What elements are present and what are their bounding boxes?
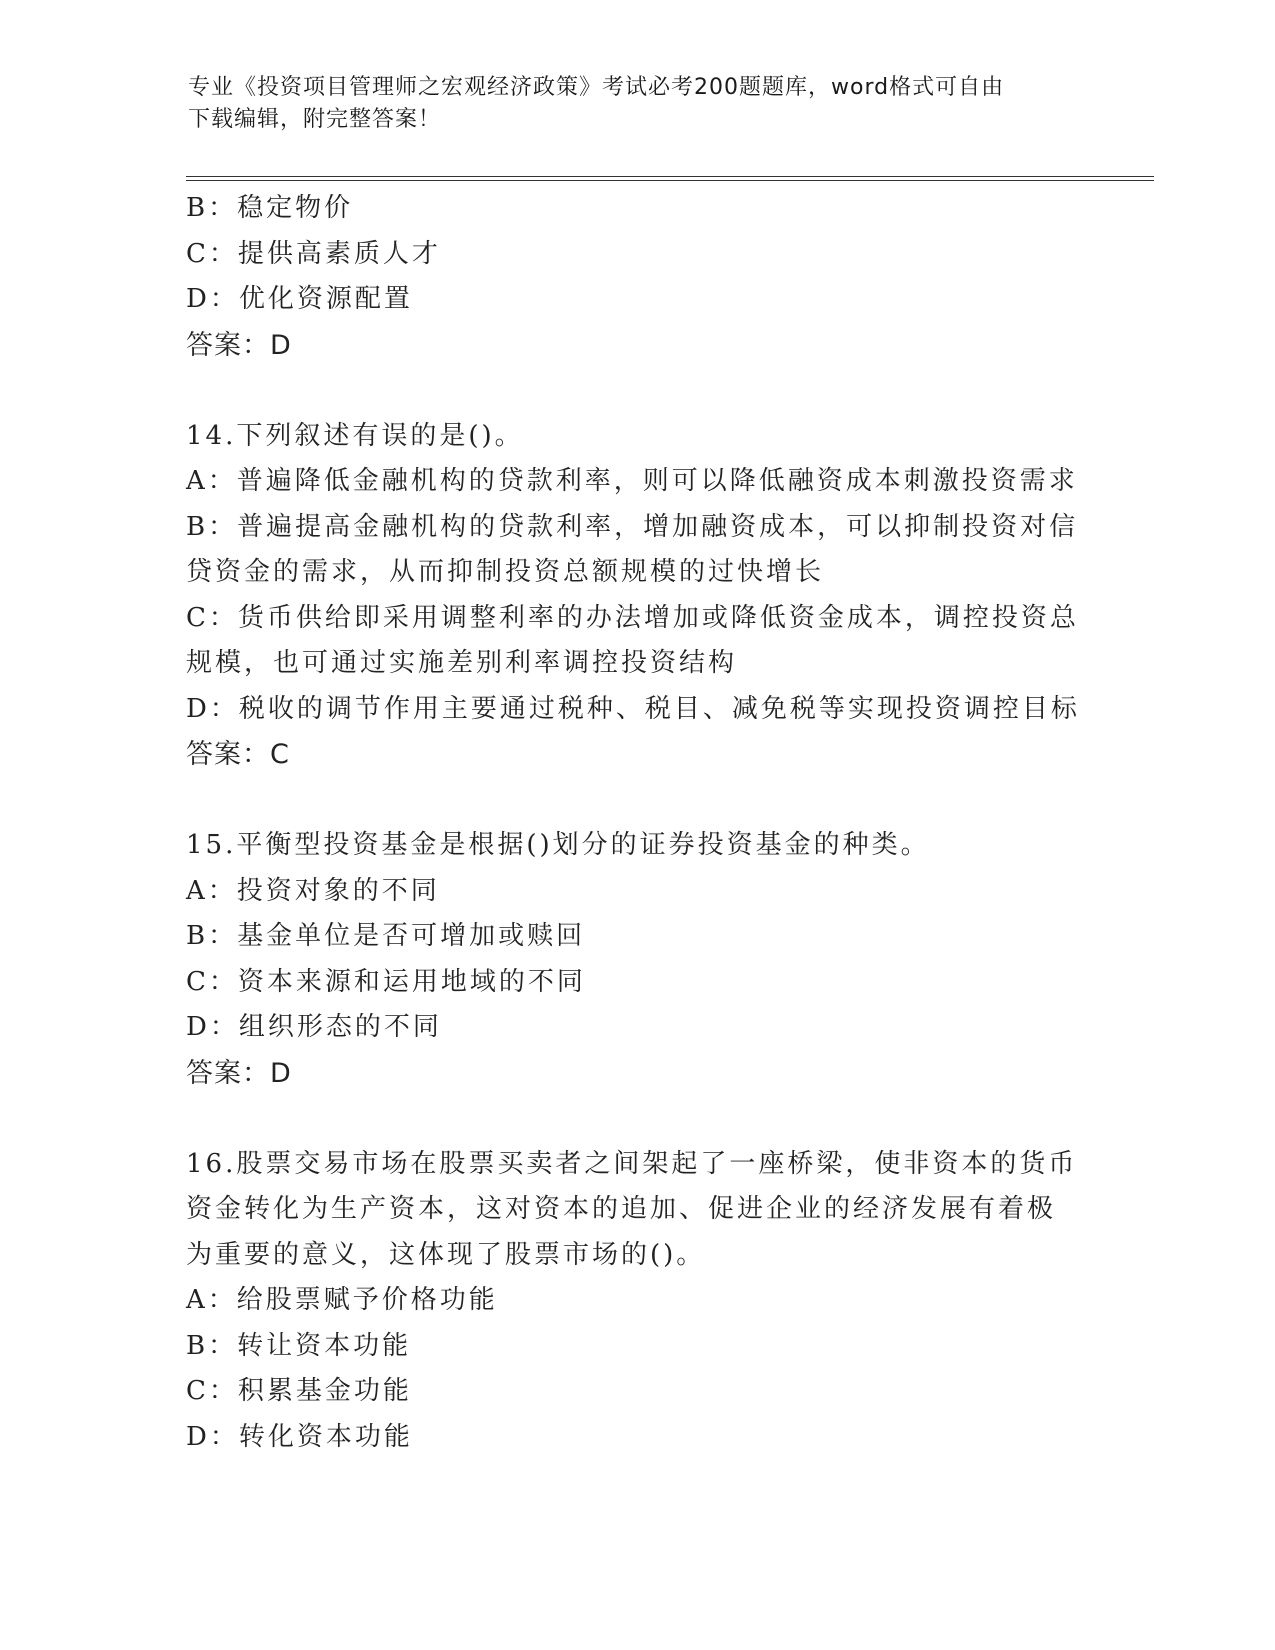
- question-stem: 16.股票交易市场在股票买卖者之间架起了一座桥梁，使非资本的货币: [186, 1148, 1078, 1179]
- spacer: [186, 368, 1086, 414]
- option-c: C：货币供给即采用调整利率的办法增加或降低资金成本，调控投资总: [186, 602, 1079, 633]
- spacer: [186, 1096, 1086, 1142]
- option-c: C：提供高素质人才: [186, 238, 441, 269]
- option-b-continued: 贷资金的需求，从而抑制投资总额规模的过快增长: [186, 557, 825, 587]
- option-a: A：给股票赋予价格功能: [186, 1285, 498, 1315]
- header-line-2: 下载编辑，附完整答案！: [188, 107, 442, 132]
- question-stem: 14.下列叙述有误的是()。: [186, 420, 524, 451]
- option-a: A：普遍降低金融机构的贷款利率，则可以降低融资成本刺激投资需求: [186, 466, 1078, 496]
- question-14: [186, 414, 1086, 778]
- option-a: A：投资对象的不同: [186, 875, 440, 906]
- spacer: [186, 778, 1086, 824]
- option-c: C：资本来源和运用地域的不同: [186, 966, 586, 997]
- document-header: [188, 72, 1068, 136]
- question-16: [186, 1142, 1086, 1461]
- question-stem-continued: 为重要的意义，这体现了股票市场的()。: [186, 1239, 706, 1270]
- question-15: [186, 823, 1086, 1096]
- answer-line: 答案：D: [186, 329, 292, 361]
- option-b: B：基金单位是否可增加或赎回: [186, 921, 586, 951]
- option-d: D：税收的调节作用主要通过税种、税目、减免税等实现投资调控目标: [186, 693, 1080, 724]
- answer-line: 答案：C: [186, 739, 290, 770]
- answer-line: 答案：D: [186, 1057, 292, 1089]
- option-d: D：转化资本功能: [186, 1421, 413, 1452]
- document-body: [186, 186, 1086, 1460]
- question-13-tail: [186, 186, 1086, 368]
- option-d: D：组织形态的不同: [186, 1012, 442, 1042]
- question-stem-continued: 资金转化为生产资本，这对资本的追加、促进企业的经济发展有着极: [186, 1194, 1057, 1224]
- header-line-1: 专业《投资项目管理师之宏观经济政策》考试必考200题题库，word格式可自由: [188, 75, 1005, 100]
- option-b: B：稳定物价: [186, 193, 354, 223]
- option-c: C：积累基金功能: [186, 1376, 412, 1406]
- option-d: D：优化资源配置: [186, 284, 413, 314]
- header-double-rule: [186, 176, 1154, 181]
- option-b: B：转让资本功能: [186, 1330, 412, 1361]
- question-stem: 15.平衡型投资基金是根据()划分的证券投资基金的种类。: [186, 830, 930, 860]
- option-c-continued: 规模，也可通过实施差别利率调控投资结构: [186, 648, 738, 678]
- option-b: B：普遍提高金融机构的贷款利率，增加融资成本，可以抑制投资对信: [186, 511, 1079, 542]
